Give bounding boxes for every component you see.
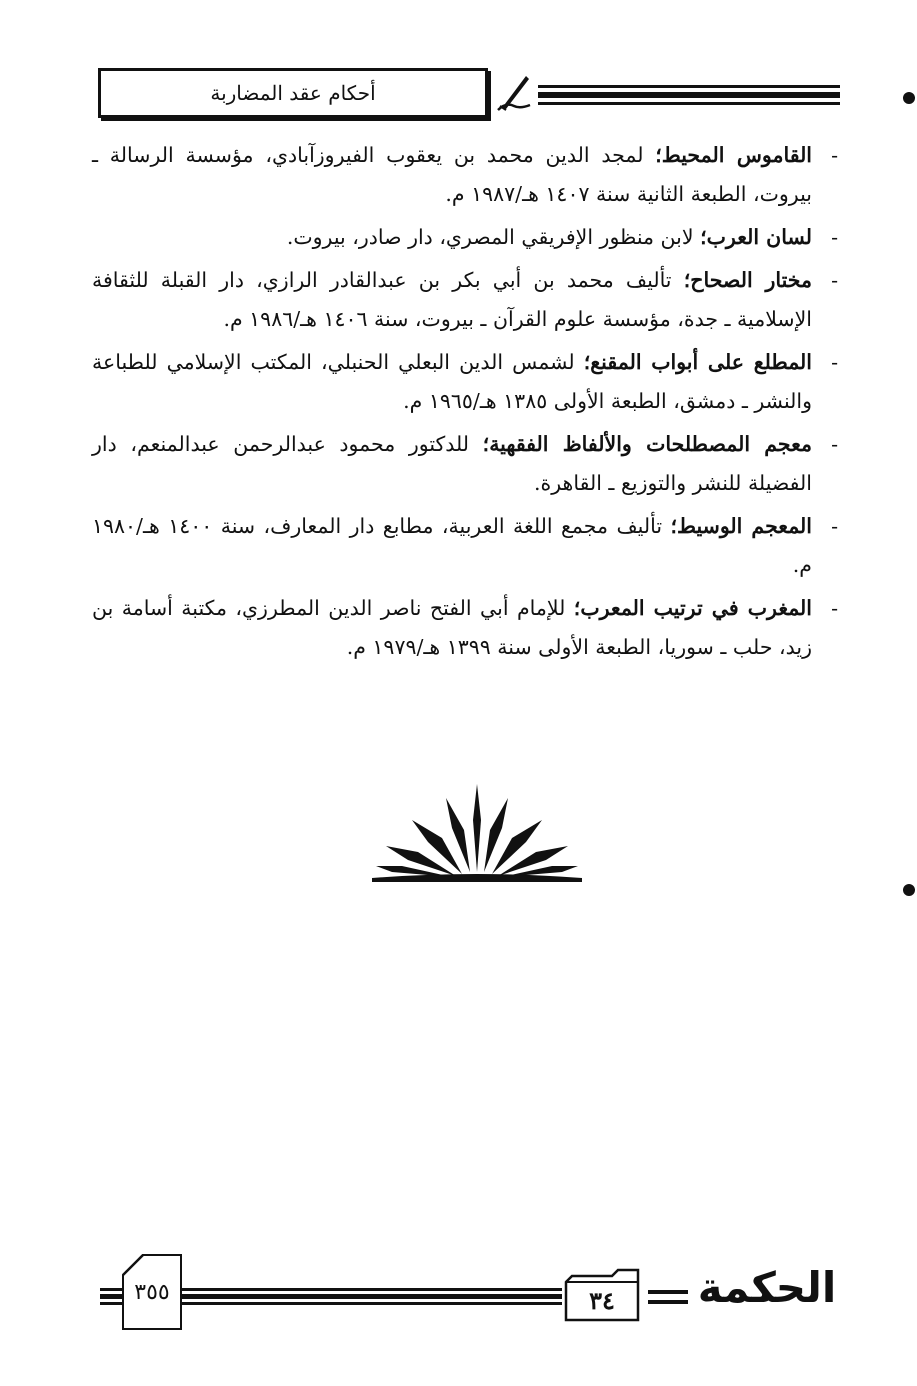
list-dash: - [831,268,838,292]
reference-title: معجم المصطلحات والألفاظ الفقهية؛ [482,432,812,456]
list-dash: - [831,514,838,538]
reference-item [92,136,838,214]
reference-item [92,507,838,585]
reference-text: تأليف محمد بن أبي بكر بن عبدالقادر الرازي، دار القبلة للثقافة الإسلامية ـ جدة، مؤسسة علوم القرآن ـ بيروت، سنة ١٤٠٦ هـ/١٩٨٦ م. [92,268,812,331]
page-header [98,68,840,118]
reference-title: المطلع على أبواب المقنع؛ [583,350,812,374]
header-rule [538,85,840,107]
list-dash: - [831,596,838,620]
list-dash: - [831,432,838,456]
reference-text: لمجد الدين محمد بن يعقوب الفيروزآبادي، مؤسسة الرسالة ـ بيروت، الطبعة الثانية سنة ١٤٠٧ هـ/١٩٨٧ م. [92,143,812,206]
page-number: ٣٥٥ [122,1254,182,1330]
issue-number: ٣٤ [589,1285,615,1315]
reference-title: المعجم الوسيط؛ [670,514,812,538]
list-dash: - [831,225,838,249]
footer-rule-left [100,1288,122,1306]
reference-item [92,425,838,503]
reference-item [92,261,838,339]
edge-mark [903,92,915,104]
reference-text: للدكتور محمود عبدالرحمن عبدالمنعم، دار الفضيلة للنشر والتوزيع ـ القاهرة. [92,432,812,495]
running-title: أحكام عقد المضاربة [98,68,488,118]
reference-title: لسان العرب؛ [700,225,812,249]
reference-text: لشمس الدين البعلي الحنبلي، المكتب الإسلامي للطباعة والنشر ـ دمشق، الطبعة الأولى ١٣٨٥ هـ/١٩٦٥ م. [92,350,812,413]
edge-mark [903,884,915,896]
reference-title: المغرب في ترتيب المعرب؛ [573,596,812,620]
list-dash: - [831,350,838,374]
footer-rule-right [648,1290,688,1306]
references-list [92,136,838,671]
journal-logo: الحكمة [697,1263,837,1312]
reference-item [92,218,838,257]
reference-item [92,589,838,667]
ornament-icon [372,780,582,882]
reference-title: القاموس المحيط؛ [655,143,813,167]
footer-rule [180,1288,562,1306]
reference-item [92,343,838,421]
page-corner-icon [122,1254,144,1276]
reference-text: للإمام أبي الفتح ناصر الدين المطرزي، مكتبة أسامة بن زيد، حلب ـ سوريا، الطبعة الأولى سنة ١٣٩٩ هـ/١٩٧٩ م. [92,596,812,659]
reference-title: مختار الصحاح؛ [683,268,812,292]
list-dash: - [831,143,838,167]
page-footer [100,1250,840,1340]
pen-icon [496,72,532,112]
reference-text: تأليف مجمع اللغة العربية، مطابع دار المعارف، سنة ١٤٠٠ هـ/١٩٨٠ م. [92,514,812,577]
reference-text: لابن منظور الإفريقي المصري، دار صادر، بيروت. [286,225,701,249]
